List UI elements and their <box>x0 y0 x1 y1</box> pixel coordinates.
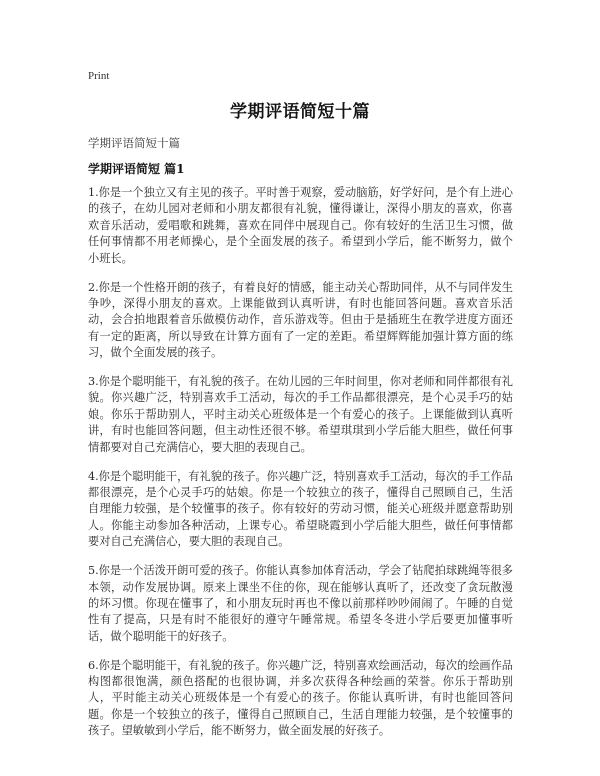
section-heading: 学期评语简短 篇1 <box>88 162 185 176</box>
page-title: 学期评语简短十篇 <box>230 102 370 122</box>
comment-paragraph-6: 6.你是个聪明能干，有礼貌的孩子。你兴趣广泛，特别喜欢绘画活动，每次的绘画作品构图都很饱满，颜色搭配的也很协调，并多次获得各种绘画的荣誉。你乐于帮助别人，平时能主动关心班级体是一个有爱心的孩子。你能认真听讲，有时也能回答问题。你是一个较独立的孩子，懂得自己照顾自己，生活自理能力较强，是个较懂事的孩子。望敏敏到小学后，能不断努力，做全面发展的好孩子。 <box>88 658 513 738</box>
comment-paragraph-5: 5.你是一个活泼开朗可爱的孩子。你能认真参加体育活动，学会了钻爬拍球跳绳等很多本领，动作发展协调。原来上课坐不住的你，现在能够认真听了，还改变了贪玩散漫的坏习惯。你现在懂事了，和小朋友玩时再也不像以前那样吵吵闹闹了。午睡的自觉性有了提高，只是有时不能很好的遵守午睡常规。希望冬冬进小学后要更加懂事听话，做个聪明能干的好孩子。 <box>88 564 513 643</box>
comment-paragraph-2: 2.你是一个性格开朗的孩子，有着良好的情感，能主动关心帮助同伴，从不与同伴发生争吵，深得小朋友的喜欢。上课能做到认真听讲，有时也能回答问题。喜欢音乐活动，会合拍地跟着音乐做模仿动作，音乐游戏等。但由于是插班生在教学进度方面还有一定的距离，所以导致在计算方面有了一定的差距。希望辉辉能加强计算方面的练习，做个全面发展的孩子。 <box>88 280 513 360</box>
comment-paragraph-4: 4.你是个聪明能干，有礼貌的孩子。你兴趣广泛，特别喜欢手工活动，每次的手工作品都很漂亮，是个心灵手巧的姑娘。你是一个较独立的孩子，懂得自己照顾自己，生活自理能力较强，是个较懂事的孩子。你有较好的劳动习惯，能关心班级并愿意帮助别人。你能主动参加各种活动，上课专心。希望晓霞到小学后能大胆些，做任何事情都要对自己充满信心，要大胆的表现自己。 <box>88 469 513 549</box>
document-body <box>88 185 513 752</box>
comment-paragraph-1: 1.你是一个独立又有主见的孩子。平时善于观察，爱动脑筋，好学好问，是个有上进心的孩子，在幼儿园对老师和小朋友都很有礼貌，懂得谦让，深得小朋友的喜欢，你喜欢音乐活动，爱唱歌和跳舞，喜欢在同伴中展现自己。你有较好的生活卫生习惯，做任何事情都不用老师操心，是个全面发展的孩子。希望到小学后，能不断努力，做个小班长。 <box>88 186 513 265</box>
document-subtitle: 学期评语简短十篇 <box>88 136 180 150</box>
print-link[interactable]: Print <box>88 70 110 82</box>
comment-paragraph-3: 3.你是个聪明能干，有礼貌的孩子。在幼儿园的三年时间里，你对老师和同伴都很有礼貌。你兴趣广泛，特别喜欢手工活动，每次的手工作品都很漂亮，是个心灵手巧的姑娘。你乐于帮助别人，平时主动关心班级体是一个有爱心的孩子。上课能做到认真听讲，有时也能回答问题，但主动性还很不够。希望琪琪到小学后能大胆些，做任何事情都要对自己充满信心，要大胆的表现自己。 <box>88 375 513 454</box>
